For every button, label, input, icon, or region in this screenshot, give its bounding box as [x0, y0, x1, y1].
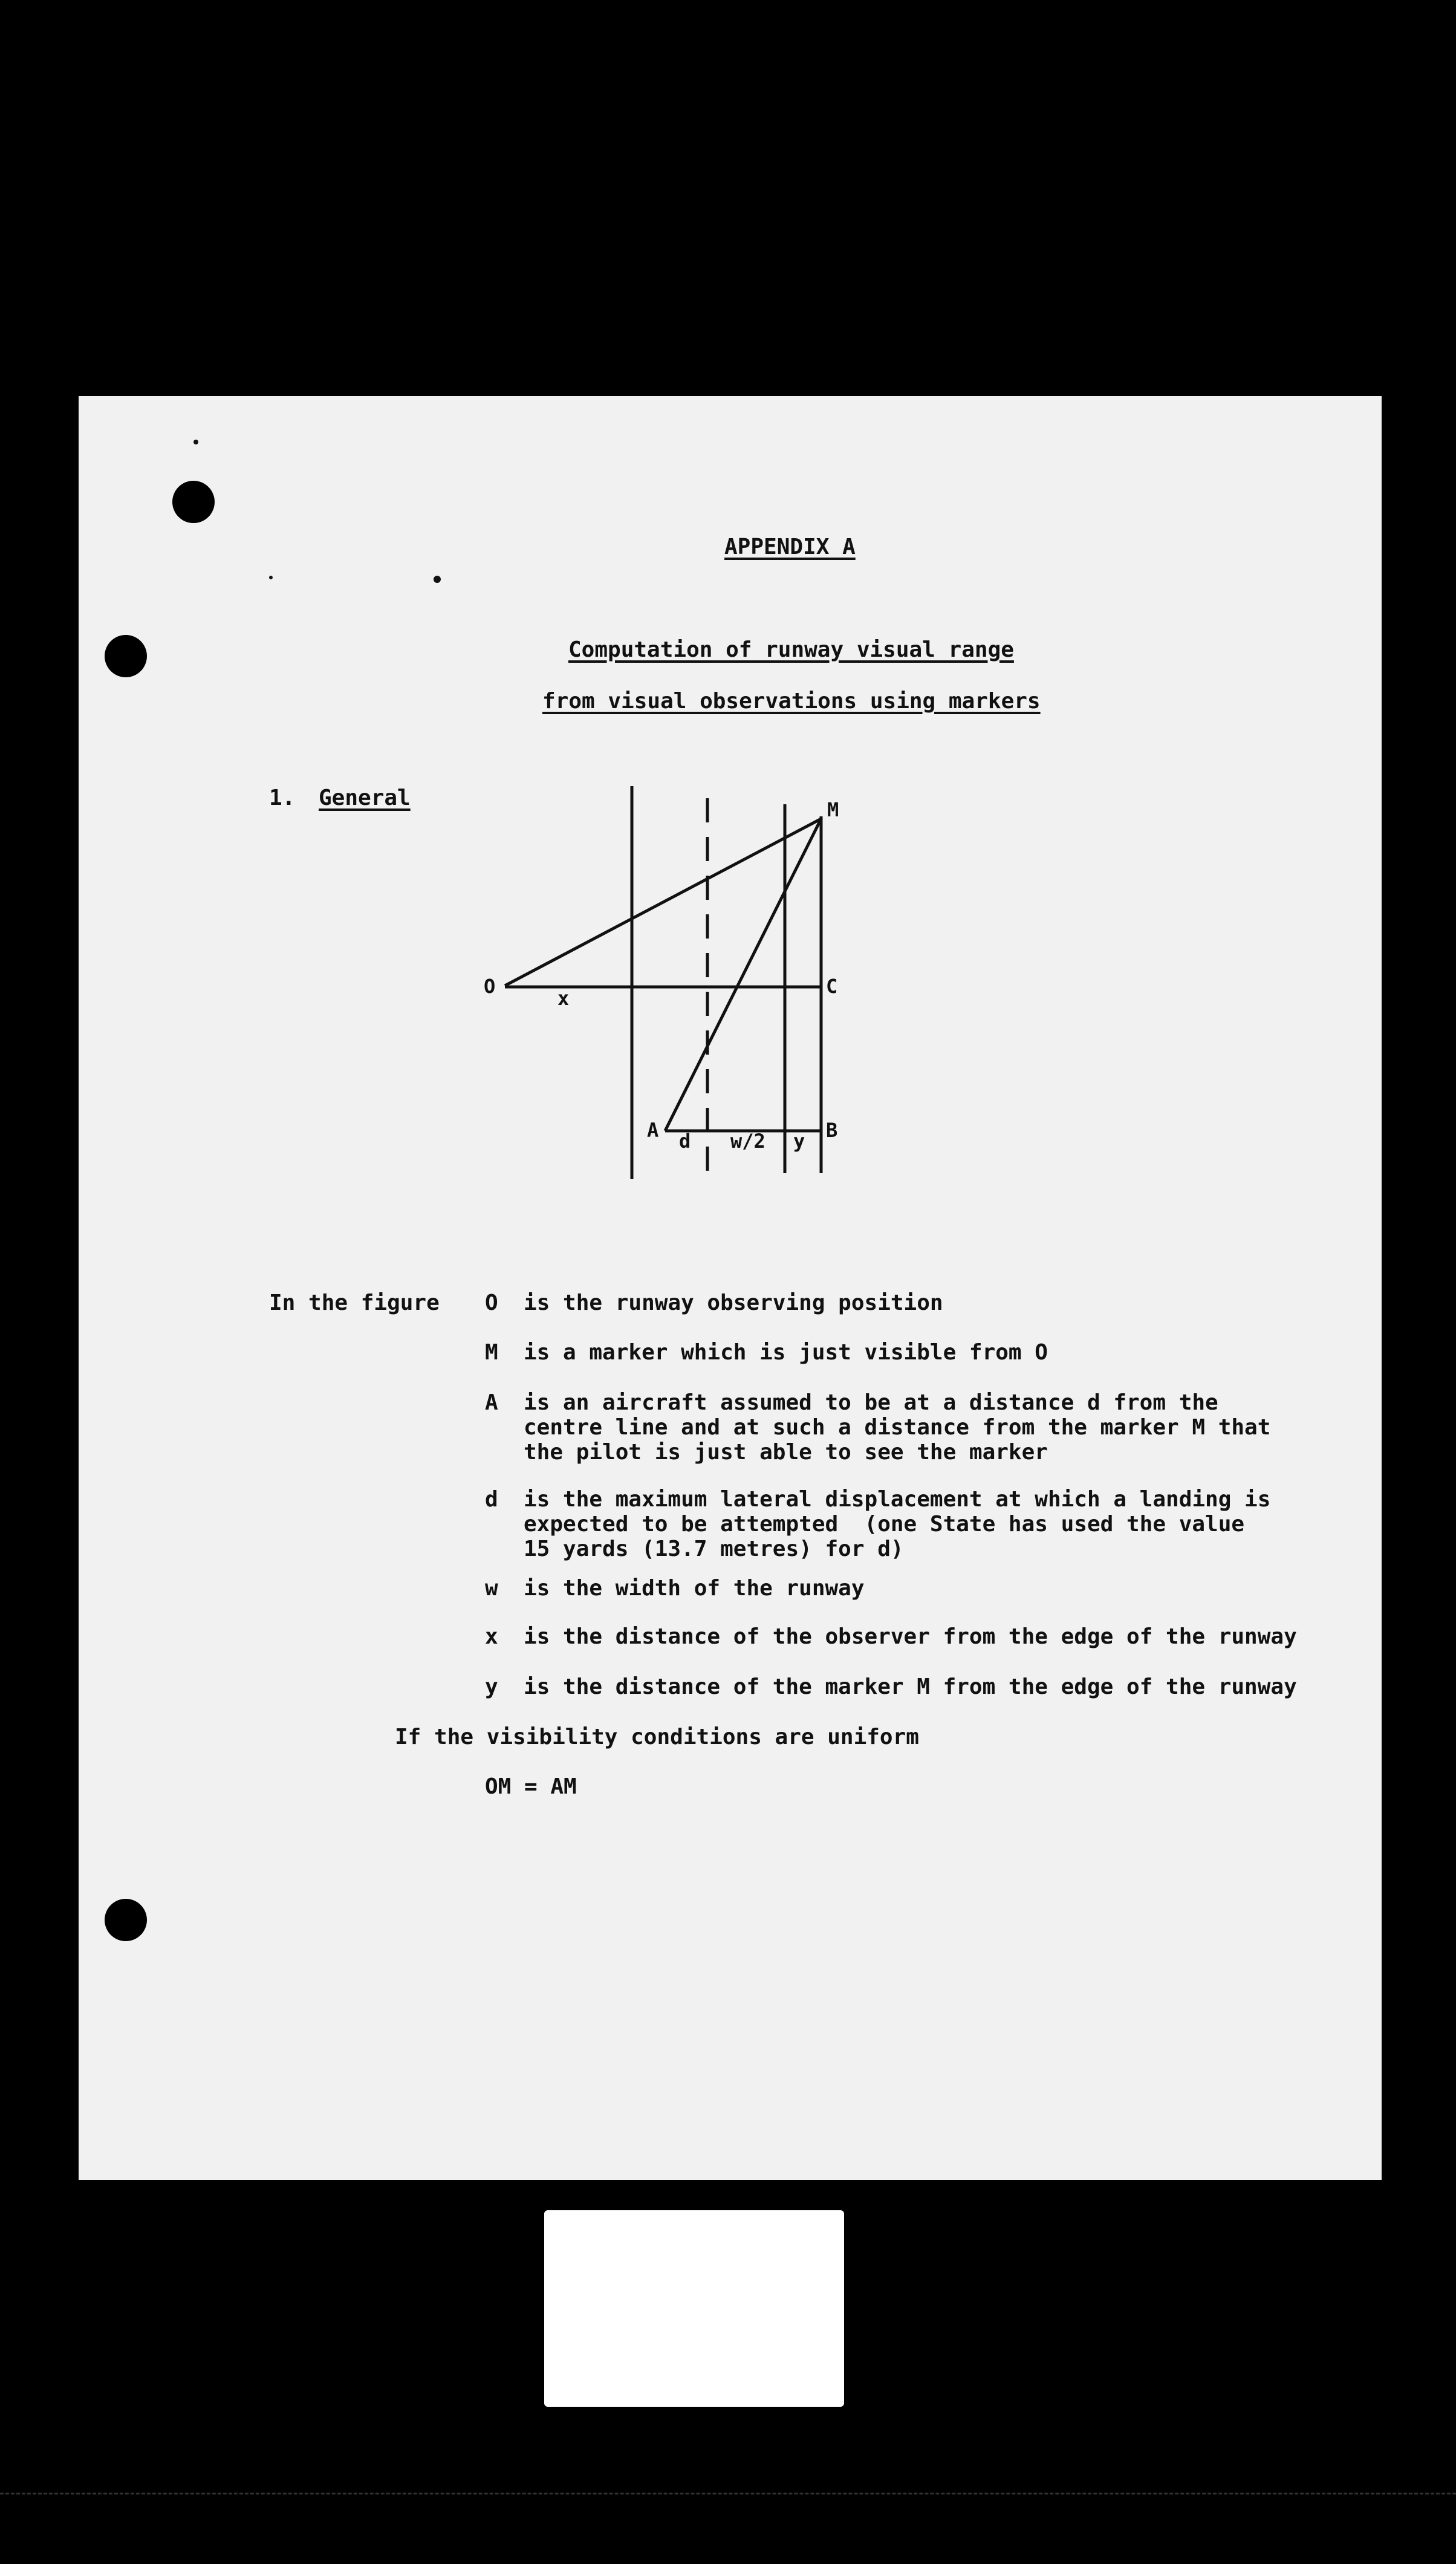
heading-line-2: from visual observations using markers [542, 689, 1041, 714]
legend-symbol: x [485, 1624, 498, 1649]
legend-text: is the runway observing position [524, 1290, 943, 1315]
speck [193, 440, 198, 444]
section-title: General [319, 786, 411, 810]
legend-symbol: w [485, 1576, 498, 1601]
legend-text: 15 yards (13.7 metres) for d) [524, 1537, 904, 1561]
appendix-title: APPENDIX A [724, 535, 856, 559]
legend-text: the pilot is just able to see the marker [524, 1440, 1048, 1465]
label-w2: w/2 [730, 1130, 765, 1153]
label-c: C [826, 975, 838, 998]
label-d: d [679, 1130, 691, 1153]
speck [269, 576, 273, 579]
punch-hole [105, 635, 147, 677]
legend-text: centre line and at such a distance from the marker M that [524, 1415, 1271, 1440]
speck [434, 576, 441, 583]
label-a: A [647, 1119, 659, 1142]
legend-text: is the maximum lateral displacement at which a landing is [524, 1487, 1271, 1512]
line-am [665, 819, 821, 1131]
legend-intro: In the figure [269, 1290, 440, 1315]
runway-geometry-figure [387, 744, 883, 1228]
label-y: y [793, 1130, 805, 1153]
document-page [79, 396, 1382, 2180]
legend-text: is the width of the runway [524, 1576, 865, 1601]
legend-text: is an aircraft assumed to be at a distance d from the [524, 1390, 1218, 1415]
legend-symbol: y [485, 1674, 498, 1699]
legend-text: is the distance of the observer from the edge of the runway [524, 1624, 1297, 1649]
legend-symbol: O [485, 1290, 498, 1315]
label-o: O [484, 975, 496, 998]
line-om [505, 819, 821, 986]
legend-text: is a marker which is just visible from O [524, 1340, 1048, 1365]
blank-card [544, 2210, 844, 2407]
label-x: x [557, 987, 570, 1010]
visibility-condition: If the visibility conditions are uniform [395, 1725, 919, 1749]
punch-hole [172, 481, 215, 523]
section-number: 1. [269, 786, 296, 810]
legend-symbol: M [485, 1340, 498, 1365]
equation: OM = AM [485, 1774, 577, 1799]
legend-text: expected to be attempted (one State has used the value [524, 1512, 1245, 1537]
legend-text: is the distance of the marker M from the edge of the runway [524, 1674, 1297, 1699]
label-m: M [827, 798, 839, 821]
legend-symbol: A [485, 1390, 498, 1415]
label-b: B [826, 1119, 838, 1142]
punch-hole [105, 1899, 147, 1941]
heading-line-1: Computation of runway visual range [568, 637, 1014, 662]
scan-edge-line [0, 2493, 1456, 2494]
legend-symbol: d [485, 1487, 498, 1512]
